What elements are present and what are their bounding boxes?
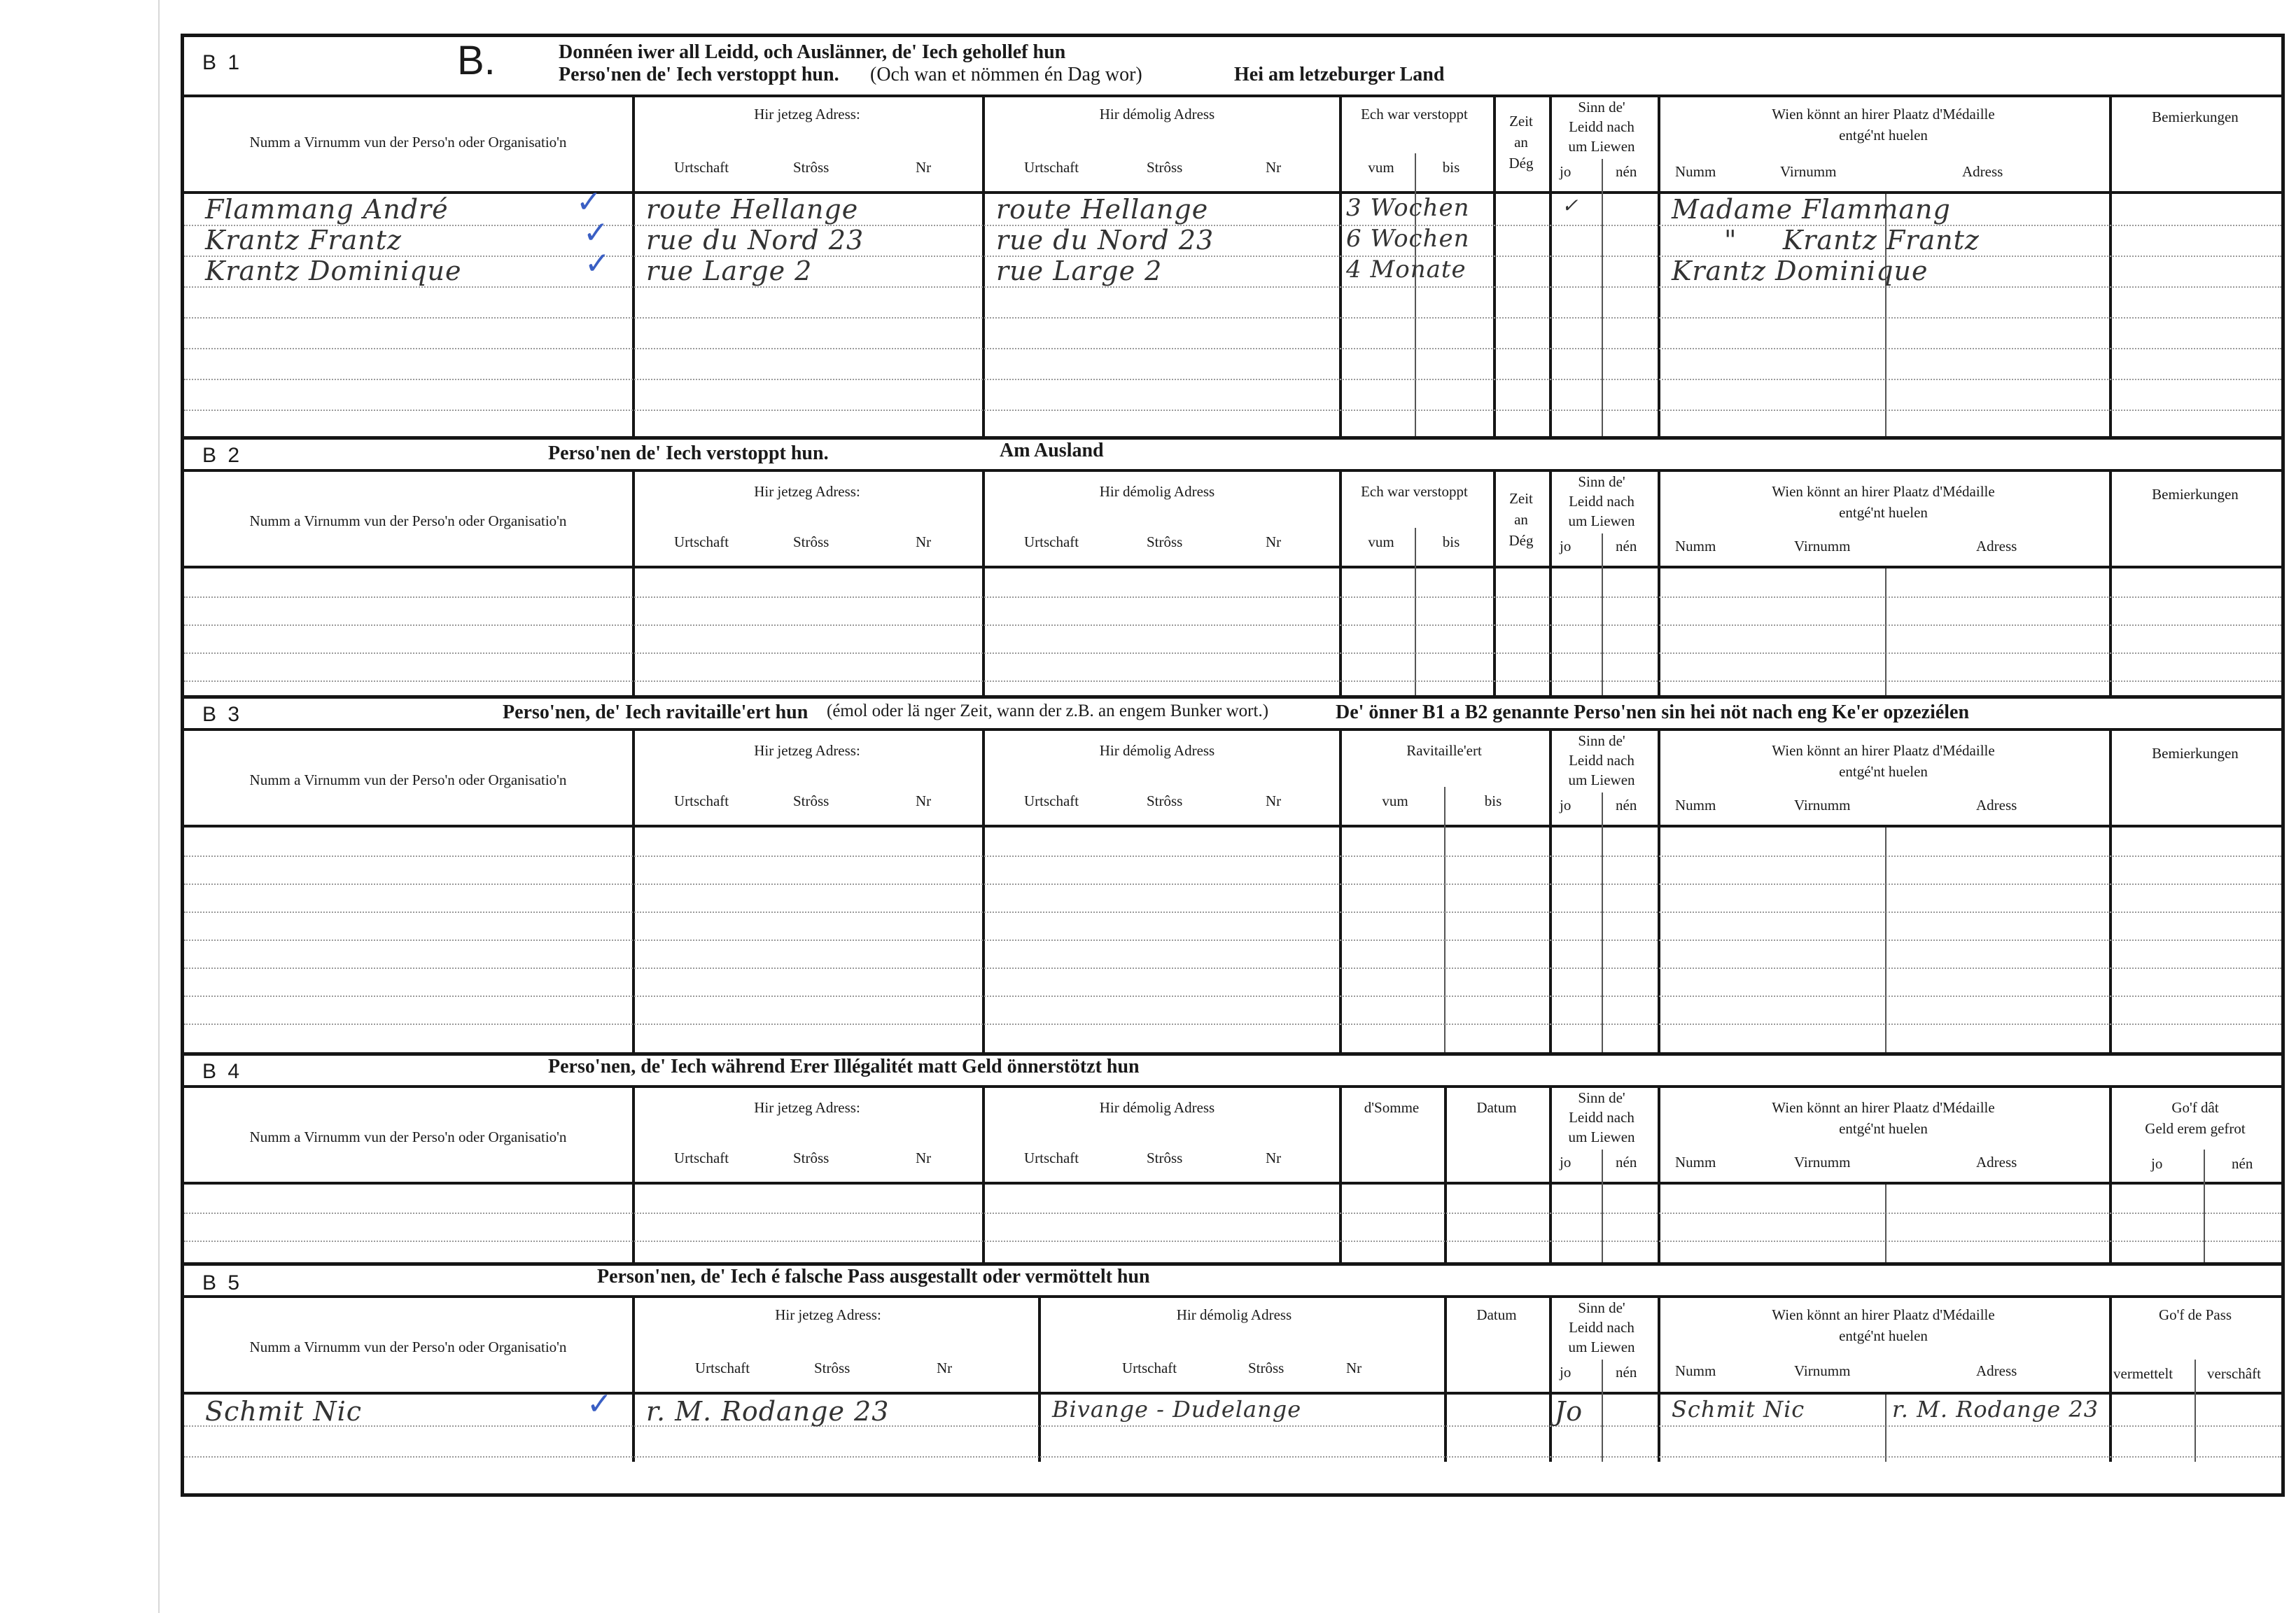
name-header: Numm <box>1675 1362 1716 1379</box>
medal-header-2: entgé'nt huelen <box>1839 1327 1928 1344</box>
days-header-1: Zeit <box>1509 490 1533 507</box>
section-b3-header <box>184 728 2281 828</box>
town-header: Urtschaft <box>1024 1150 1079 1166</box>
section-b2-code: B 2 <box>202 444 243 467</box>
died-header-3: um Liewen <box>1568 771 1635 788</box>
medal-header-2: entgé'nt huelen <box>1839 127 1928 144</box>
col-divider <box>2109 1395 2112 1462</box>
street-header: Strôss <box>1147 533 1183 550</box>
name-header: Numm <box>1675 1154 1716 1171</box>
no-header: nén <box>1616 1154 1637 1171</box>
nr-header: Nr <box>1346 1360 1362 1376</box>
street-header: Strôss <box>793 159 830 176</box>
medal-header-1: Wien könnt an hirer Plaatz d'Médaille <box>1772 483 1995 500</box>
row-line <box>184 1024 2281 1025</box>
sub-divider <box>1885 1395 1886 1462</box>
col-divider <box>1339 568 1342 699</box>
row-line <box>184 996 2281 997</box>
col-divider <box>632 1395 635 1462</box>
row-line <box>184 1241 2281 1242</box>
town-header: Urtschaft <box>674 1150 729 1166</box>
section-b2-heading: Perso'nen de' Iech verstoppt hun. <box>548 442 829 464</box>
b1-row1-name: Flammang André <box>205 194 449 225</box>
died-header-2: Leidd nach <box>1569 493 1634 510</box>
nr-header: Nr <box>916 159 932 176</box>
b1-row3-current: rue Large 2 <box>646 256 813 286</box>
col-divider <box>632 828 635 1056</box>
section-b2-header <box>184 469 2281 568</box>
row-line <box>184 624 2281 626</box>
town-header: Urtschaft <box>1122 1360 1177 1376</box>
sub-divider <box>1602 792 1603 829</box>
col-divider <box>1444 1395 1447 1462</box>
remarks-header: Bemierkungen <box>2152 486 2239 503</box>
col-divider <box>1658 1185 1660 1266</box>
from-header: vum <box>1368 533 1394 550</box>
days-header-1: Zeit <box>1509 113 1533 130</box>
sub-divider <box>1602 1360 1603 1396</box>
col-divider <box>2109 828 2112 1056</box>
remarks-header: Bemierkungen <box>2152 109 2239 125</box>
section-b3-rows <box>184 828 2281 1056</box>
date-header: Datum <box>1476 1099 1517 1116</box>
col-divider <box>1339 194 1342 436</box>
col-divider <box>1658 1395 1660 1462</box>
sub-divider <box>1602 828 1603 1056</box>
date-header: Datum <box>1476 1306 1517 1323</box>
section-b5-header <box>184 1295 2281 1395</box>
address-header: Adress <box>1962 163 2003 180</box>
died-header-1: Sinn de' <box>1578 99 1625 116</box>
section-b1-header <box>184 95 2281 194</box>
town-header: Urtschaft <box>674 533 729 550</box>
checkmark-icon: ✓ <box>583 215 609 251</box>
b1-row2-former: rue du Nord 23 <box>996 225 1214 256</box>
sub-divider <box>1885 1185 1886 1266</box>
col-divider <box>632 1185 635 1266</box>
col-divider <box>1549 828 1552 1056</box>
street-header: Strôss <box>1147 792 1183 809</box>
b1-row2-current: rue du Nord 23 <box>646 225 864 256</box>
died-header-1: Sinn de' <box>1578 732 1625 749</box>
row-line <box>184 968 2281 969</box>
col-divider <box>1658 194 1660 436</box>
section-b4 <box>184 1052 2281 1262</box>
sub-divider <box>1602 568 1603 699</box>
nr-header: Nr <box>916 533 932 550</box>
died-header-3: um Liewen <box>1568 1339 1635 1355</box>
name-col-header: Numm a Virnumm vun der Perso'n oder Organisatio'n <box>249 771 567 788</box>
row-line <box>184 286 2281 288</box>
row-line <box>184 317 2281 319</box>
sub-divider <box>1415 568 1416 699</box>
b1-row1-medal: Madame Flammang <box>1672 194 1951 225</box>
died-header-3: um Liewen <box>1568 512 1635 529</box>
b1-row1-current: route Hellange <box>646 194 859 225</box>
b1-row3-name: Krantz Dominique <box>205 256 462 286</box>
no-header: nén <box>2232 1155 2253 1172</box>
row-line <box>184 912 2281 913</box>
section-b2 <box>184 436 2281 695</box>
b5-row1-medal-name: Schmit Nic <box>1672 1396 1805 1423</box>
firstname-header: Virnumm <box>1794 797 1851 814</box>
street-header: Strôss <box>1248 1360 1284 1376</box>
town-header: Urtschaft <box>674 159 729 176</box>
died-header-2: Leidd nach <box>1569 752 1634 769</box>
col-divider <box>1549 568 1552 699</box>
nr-header: Nr <box>1266 159 1282 176</box>
address-header: Adress <box>1976 538 2017 554</box>
sub-divider <box>1602 1395 1603 1462</box>
col-divider <box>982 828 985 1056</box>
sub-divider <box>1602 1185 1603 1266</box>
street-header: Strôss <box>793 1150 830 1166</box>
row-line <box>184 856 2281 857</box>
section-b1-heading-land: Hei am letzeburger Land <box>1234 64 1445 85</box>
b5-row1-medal-address: r. M. Rodange 23 <box>1892 1396 2099 1423</box>
section-b4-rows <box>184 1185 2281 1266</box>
nr-header: Nr <box>937 1360 953 1376</box>
days-header-3: Dég <box>1508 155 1534 172</box>
medal-header-2: entgé'nt huelen <box>1839 763 1928 780</box>
sum-header: d'Somme <box>1364 1099 1420 1116</box>
row-line <box>184 680 2281 682</box>
section-b1-heading-1: Donnéen iwer all Leidd, och Auslänner, de' Iech gehollef hun <box>559 41 1066 63</box>
address-header: Adress <box>1976 1154 2017 1171</box>
no-header: nén <box>1616 797 1637 814</box>
section-b5-rows <box>184 1386 2281 1462</box>
name-header: Numm <box>1675 163 1716 180</box>
died-header-2: Leidd nach <box>1569 1319 1634 1336</box>
section-b4-header <box>184 1085 2281 1185</box>
row-line <box>184 940 2281 941</box>
section-b3-title <box>184 699 2281 728</box>
current-address-header: Hir jetzeg Adress: <box>754 742 860 759</box>
died-header-2: Leidd nach <box>1569 1109 1634 1126</box>
medal-header-2: entgé'nt huelen <box>1839 504 1928 521</box>
section-b5 <box>184 1262 2281 1493</box>
died-header-3: um Liewen <box>1568 138 1635 155</box>
yes-header: jo <box>1560 797 1572 814</box>
address-header: Adress <box>1976 797 2017 814</box>
b1-row3-medal: Krantz Dominique <box>1672 256 1928 286</box>
row-line <box>184 1213 2281 1214</box>
col-divider <box>1444 1185 1447 1266</box>
sub-divider <box>1415 153 1416 195</box>
street-header: Strôss <box>1147 1150 1183 1166</box>
nr-header: Nr <box>1266 792 1282 809</box>
current-address-header: Hir jetzeg Adress: <box>754 483 860 500</box>
yes-header: jo <box>1560 1364 1572 1381</box>
col-divider <box>632 194 635 436</box>
current-address-header: Hir jetzeg Adress: <box>754 1099 860 1116</box>
former-address-header: Hir démolig Adress <box>1099 1099 1215 1116</box>
sub-divider <box>2204 1150 2205 1186</box>
section-b3-heading-2: De' önner B1 a B2 genannte Perso'nen sin hei nöt nach eng Ke'er opzeziélen <box>1336 701 1970 723</box>
section-b4-heading: Perso'nen, de' Iech während Erer Illégalitét matt Geld önnerstötzt hun <box>548 1056 1140 1077</box>
town-header: Urtschaft <box>1024 533 1079 550</box>
section-b2-title <box>184 440 2281 469</box>
checkmark-icon: ✓ <box>576 184 602 220</box>
medal-header-1: Wien könnt an hirer Plaatz d'Médaille <box>1772 742 1995 759</box>
town-header: Urtschaft <box>1024 792 1079 809</box>
died-header-2: Leidd nach <box>1569 118 1634 135</box>
street-header: Strôss <box>814 1360 850 1376</box>
current-address-header: Hir jetzeg Adress: <box>754 106 860 123</box>
row-line <box>184 1425 2281 1427</box>
medal-header-1: Wien könnt an hirer Plaatz d'Médaille <box>1772 1099 1995 1116</box>
days-header-2: an <box>1514 511 1528 528</box>
section-b3 <box>184 695 2281 1052</box>
b1-row2-name: Krantz Frantz <box>205 225 402 256</box>
b5-row1-name: Schmit Nic <box>205 1396 363 1427</box>
col-divider <box>1339 828 1342 1056</box>
sub-divider <box>1602 194 1603 436</box>
sub-divider <box>2194 1360 2196 1396</box>
died-header-1: Sinn de' <box>1578 1299 1625 1316</box>
no-header: nén <box>1616 538 1637 554</box>
died-header-1: Sinn de' <box>1578 1089 1625 1106</box>
no-header: nén <box>1616 163 1637 180</box>
section-b1-heading-note: (Och wan et nömmen én Dag wor) <box>870 64 1142 85</box>
section-b1-heading-2: Perso'nen de' Iech verstoppt hun. <box>559 64 839 85</box>
sub-divider <box>1885 568 1886 699</box>
pass-header: Go'f de Pass <box>2158 1306 2232 1323</box>
town-header: Urtschaft <box>1024 159 1079 176</box>
mediated-header: vermettelt <box>2113 1365 2174 1382</box>
col-divider <box>1658 828 1660 1056</box>
medal-header-2: entgé'nt huelen <box>1839 1120 1928 1137</box>
row-line <box>184 652 2281 654</box>
col-divider <box>1549 1395 1552 1462</box>
section-b1-code: B 1 <box>202 51 243 74</box>
nr-header: Nr <box>916 792 932 809</box>
former-address-header: Hir démolig Adress <box>1099 742 1215 759</box>
row-line <box>184 410 2281 411</box>
yes-header: jo <box>1560 1154 1572 1171</box>
section-b1-rows <box>184 184 2281 436</box>
b1-row3-former: rue Large 2 <box>996 256 1163 286</box>
money-given-header-1: Go'f dât <box>2171 1099 2219 1116</box>
form-sheet <box>181 34 2285 1497</box>
sub-divider <box>2204 1185 2205 1266</box>
sub-divider <box>1444 787 1446 829</box>
col-divider <box>982 568 985 699</box>
section-b5-heading: Person'nen, de' Iech é falsche Pass ausgestallt oder vermöttelt hun <box>597 1266 1150 1287</box>
firstname-header: Virnumm <box>1794 1362 1851 1379</box>
name-col-header: Numm a Virnumm vun der Perso'n oder Organisatio'n <box>249 512 567 529</box>
sub-divider <box>1885 828 1886 1056</box>
name-col-header: Numm a Virnumm vun der Perso'n oder Organisatio'n <box>249 1339 567 1355</box>
former-address-header: Hir démolig Adress <box>1176 1306 1292 1323</box>
section-b1-title <box>184 37 2281 95</box>
row-line <box>184 348 2281 349</box>
col-divider <box>2109 1185 2112 1266</box>
b5-row1-yes: Jo <box>1555 1396 1583 1427</box>
procured-header: verschâft <box>2207 1365 2261 1382</box>
to-header: bis <box>1484 792 1502 809</box>
section-b2-rows <box>184 568 2281 699</box>
died-header-3: um Liewen <box>1568 1129 1635 1145</box>
col-divider <box>1038 1395 1041 1462</box>
name-header: Numm <box>1675 797 1716 814</box>
row-line <box>184 596 2281 598</box>
address-header: Adress <box>1976 1362 2017 1379</box>
b1-row1-hidden: 3 Wochen <box>1346 194 1470 222</box>
days-header-2: an <box>1514 134 1528 151</box>
section-b3-code: B 3 <box>202 703 243 726</box>
yes-header: jo <box>1560 163 1572 180</box>
checkmark-icon: ✓ <box>587 1386 612 1422</box>
hidden-header: Ech war verstoppt <box>1361 106 1468 123</box>
col-divider <box>1658 568 1660 699</box>
street-header: Strôss <box>793 533 830 550</box>
name-header: Numm <box>1675 538 1716 554</box>
col-divider <box>982 194 985 436</box>
section-b5-code: B 5 <box>202 1271 243 1294</box>
from-header: vum <box>1368 159 1394 176</box>
col-divider <box>632 568 635 699</box>
firstname-header: Virnumm <box>1780 163 1837 180</box>
name-col-header: Numm a Virnumm vun der Perso'n oder Organisatio'n <box>249 134 567 151</box>
section-b4-title <box>184 1056 2281 1085</box>
section-b-letter: B. <box>457 38 496 83</box>
b5-row1-current: r. M. Rodange 23 <box>646 1396 890 1427</box>
row-line <box>184 1456 2281 1458</box>
money-given-header-2: Geld erem gefrot <box>2145 1120 2246 1137</box>
sub-divider <box>1602 159 1603 195</box>
died-header-1: Sinn de' <box>1578 473 1625 490</box>
medal-header-1: Wien könnt an hirer Plaatz d'Médaille <box>1772 1306 1995 1323</box>
b1-row2-medal: " Krantz Frantz <box>1724 225 1980 256</box>
to-header: bis <box>1442 533 1460 550</box>
town-header: Urtschaft <box>674 792 729 809</box>
section-b1 <box>184 37 2281 436</box>
sub-divider <box>1444 828 1446 1056</box>
row-line <box>184 379 2281 380</box>
sub-divider <box>1602 1150 1603 1186</box>
medal-header-1: Wien könnt an hirer Plaatz d'Médaille <box>1772 106 1995 123</box>
row-line <box>184 256 2281 257</box>
town-header: Urtschaft <box>695 1360 750 1376</box>
col-divider <box>1549 194 1552 436</box>
firstname-header: Virnumm <box>1794 1154 1851 1171</box>
remarks-header: Bemierkungen <box>2152 745 2239 762</box>
section-b2-heading-abroad: Am Ausland <box>1000 440 1104 461</box>
col-divider <box>2109 194 2112 436</box>
former-address-header: Hir démolig Adress <box>1099 106 1215 123</box>
section-b3-heading: Perso'nen, de' Iech ravitaille'ert hun <box>503 701 808 723</box>
col-divider <box>2109 568 2112 699</box>
col-divider <box>1493 568 1496 699</box>
former-address-header: Hir démolig Adress <box>1099 483 1215 500</box>
col-divider <box>1339 1185 1342 1266</box>
section-b3-heading-note: (émol oder lä nger Zeit, wann der z.B. an engem Bunker wort.) <box>827 701 1269 720</box>
col-divider <box>1493 194 1496 436</box>
days-header-3: Dég <box>1508 532 1534 549</box>
sub-divider <box>1415 528 1416 570</box>
nr-header: Nr <box>1266 1150 1282 1166</box>
current-address-header: Hir jetzeg Adress: <box>775 1306 881 1323</box>
row-line <box>184 884 2281 885</box>
to-header: bis <box>1442 159 1460 176</box>
no-header: nén <box>1616 1364 1637 1381</box>
b1-row3-hidden: 4 Monate <box>1346 256 1466 284</box>
b1-row1-yes: ✓ <box>1562 194 1579 217</box>
section-b4-code: B 4 <box>202 1060 243 1083</box>
checkmark-icon: ✓ <box>584 246 610 281</box>
hidden-header: Ech war verstoppt <box>1361 483 1468 500</box>
sub-divider <box>2194 1395 2196 1462</box>
yes-header: jo <box>1560 538 1572 554</box>
street-header: Strôss <box>1147 159 1183 176</box>
name-col-header: Numm a Virnumm vun der Perso'n oder Organisatio'n <box>249 1129 567 1145</box>
street-header: Strôss <box>793 792 830 809</box>
from-header: vum <box>1382 792 1408 809</box>
ravitailleert-header: Ravitaille'ert <box>1406 742 1482 759</box>
paper-fold-line <box>158 0 160 1613</box>
firstname-header: Virnumm <box>1794 538 1851 554</box>
sub-divider <box>1602 533 1603 570</box>
b1-row2-hidden: 6 Wochen <box>1346 225 1470 253</box>
nr-header: Nr <box>916 1150 932 1166</box>
col-divider <box>1549 1185 1552 1266</box>
col-divider <box>982 1185 985 1266</box>
section-b5-title <box>184 1266 2281 1295</box>
nr-header: Nr <box>1266 533 1282 550</box>
b1-row1-former: route Hellange <box>996 194 1209 225</box>
yes-header: jo <box>2151 1155 2163 1172</box>
b5-row1-former: Bivange - Dudelange <box>1052 1396 1302 1423</box>
